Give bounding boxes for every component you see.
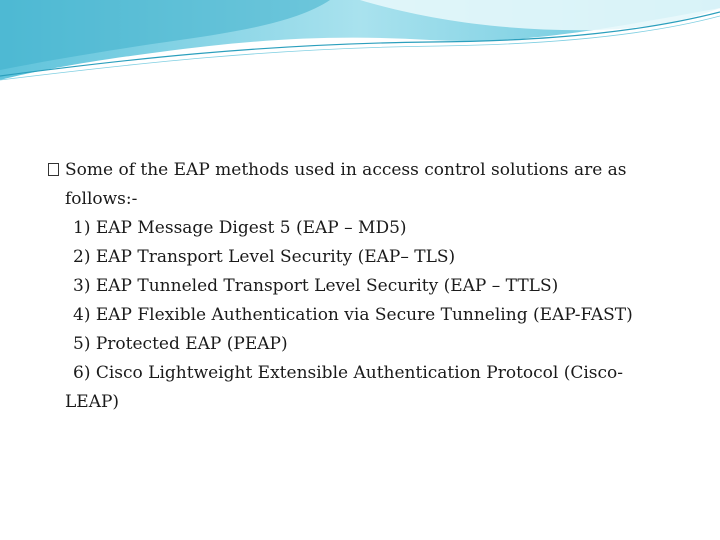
method-item-2: 2) EAP Transport Level Security (EAP– TLS)	[73, 247, 456, 267]
method-item-1: 1) EAP Message Digest 5 (EAP – MD5)	[73, 218, 407, 238]
intro-text-line-1: Some of the EAP methods used in access control solutions are as	[65, 160, 627, 180]
method-item-6: 6) Cisco Lightweight Extensible Authentication Protocol (Cisco-	[73, 363, 624, 383]
intro-bullet	[48, 156, 648, 185]
bullet-square-icon	[48, 163, 59, 176]
intro-text-line-2: follows:-	[65, 189, 138, 209]
header-wave-decoration	[0, 0, 720, 90]
method-item-4: 4) EAP Flexible Authentication via Secure Tunneling (EAP-FAST)	[73, 305, 633, 325]
method-item-6-wrap: LEAP)	[65, 392, 120, 412]
method-item-3: 3) EAP Tunneled Transport Level Security (EAP – TTLS)	[73, 276, 559, 296]
slide-body	[48, 156, 648, 417]
method-item-5: 5) Protected EAP (PEAP)	[73, 334, 288, 354]
